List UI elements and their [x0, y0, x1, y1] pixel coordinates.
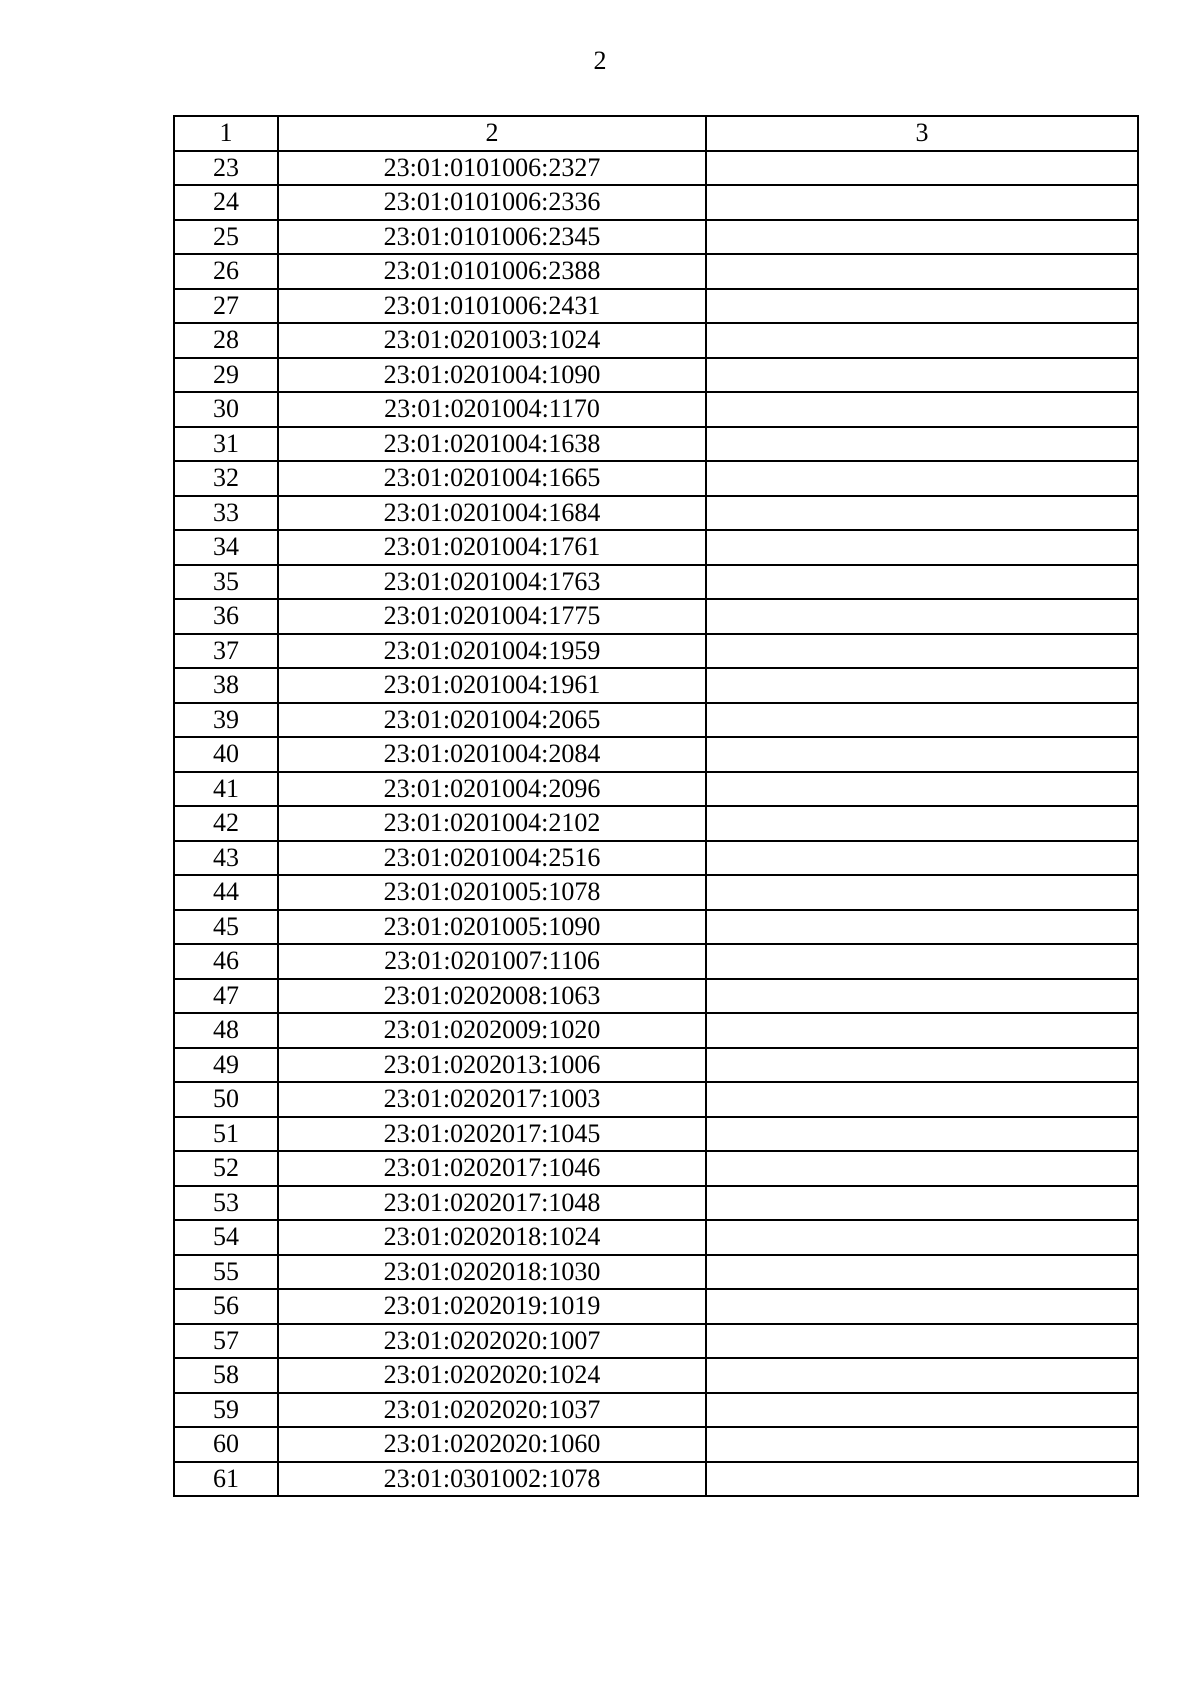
- row-number-cell: 41: [174, 772, 278, 807]
- note-cell: [706, 1082, 1138, 1117]
- cadastral-number-cell: 23:01:0202008:1063: [278, 979, 706, 1014]
- cadastral-number-cell: 23:01:0202017:1045: [278, 1117, 706, 1152]
- table-row: [174, 1117, 1138, 1152]
- table-row: [174, 1255, 1138, 1290]
- note-cell: [706, 634, 1138, 669]
- cadastral-number-cell: 23:01:0101006:2388: [278, 254, 706, 289]
- table-row: [174, 1393, 1138, 1428]
- note-cell: [706, 254, 1138, 289]
- column-header-cadastral: 2: [278, 116, 706, 151]
- table-row: [174, 979, 1138, 1014]
- note-cell: [706, 737, 1138, 772]
- table-row: [174, 1462, 1138, 1497]
- row-number-cell: 24: [174, 185, 278, 220]
- row-number-cell: 57: [174, 1324, 278, 1359]
- cadastral-number-cell: 23:01:0201003:1024: [278, 323, 706, 358]
- row-number-cell: 27: [174, 289, 278, 324]
- table-row: [174, 1151, 1138, 1186]
- row-number-cell: 55: [174, 1255, 278, 1290]
- note-cell: [706, 1117, 1138, 1152]
- row-number-cell: 29: [174, 358, 278, 393]
- cadastral-number-cell: 23:01:0301002:1078: [278, 1462, 706, 1497]
- note-cell: [706, 461, 1138, 496]
- row-number-cell: 46: [174, 944, 278, 979]
- row-number-cell: 40: [174, 737, 278, 772]
- row-number-cell: 48: [174, 1013, 278, 1048]
- row-number-cell: 58: [174, 1358, 278, 1393]
- row-number-cell: 47: [174, 979, 278, 1014]
- table-row: [174, 1289, 1138, 1324]
- row-number-cell: 34: [174, 530, 278, 565]
- table-row: [174, 944, 1138, 979]
- note-cell: [706, 772, 1138, 807]
- cadastral-number-cell: 23:01:0202017:1048: [278, 1186, 706, 1221]
- table-row: [174, 806, 1138, 841]
- cadastral-number-cell: 23:01:0201005:1078: [278, 875, 706, 910]
- note-cell: [706, 565, 1138, 600]
- note-cell: [706, 806, 1138, 841]
- row-number-cell: 28: [174, 323, 278, 358]
- row-number-cell: 31: [174, 427, 278, 462]
- cadastral-number-cell: 23:01:0201004:1961: [278, 668, 706, 703]
- table-row: [174, 565, 1138, 600]
- row-number-cell: 53: [174, 1186, 278, 1221]
- note-cell: [706, 1013, 1138, 1048]
- cadastral-number-cell: 23:01:0202020:1024: [278, 1358, 706, 1393]
- row-number-cell: 25: [174, 220, 278, 255]
- table-row: [174, 1220, 1138, 1255]
- note-cell: [706, 668, 1138, 703]
- table-row: [174, 668, 1138, 703]
- cadastral-number-cell: 23:01:0201004:1638: [278, 427, 706, 462]
- cadastral-number-cell: 23:01:0202017:1046: [278, 1151, 706, 1186]
- row-number-cell: 49: [174, 1048, 278, 1083]
- cadastral-number-cell: 23:01:0201004:1775: [278, 599, 706, 634]
- column-header-note: 3: [706, 116, 1138, 151]
- cadastral-number-cell: 23:01:0101006:2431: [278, 289, 706, 324]
- note-cell: [706, 979, 1138, 1014]
- note-cell: [706, 1289, 1138, 1324]
- row-number-cell: 56: [174, 1289, 278, 1324]
- table-row: [174, 151, 1138, 186]
- note-cell: [706, 841, 1138, 876]
- table-row: [174, 254, 1138, 289]
- row-number-cell: 30: [174, 392, 278, 427]
- note-cell: [706, 392, 1138, 427]
- cadastral-number-cell: 23:01:0201004:1090: [278, 358, 706, 393]
- table-row: [174, 1186, 1138, 1221]
- note-cell: [706, 1151, 1138, 1186]
- table-row: [174, 703, 1138, 738]
- row-number-cell: 36: [174, 599, 278, 634]
- cadastral-number-cell: 23:01:0201004:2516: [278, 841, 706, 876]
- cadastral-number-cell: 23:01:0202020:1007: [278, 1324, 706, 1359]
- row-number-cell: 61: [174, 1462, 278, 1497]
- table-row: [174, 220, 1138, 255]
- note-cell: [706, 185, 1138, 220]
- note-cell: [706, 1427, 1138, 1462]
- note-cell: [706, 599, 1138, 634]
- table-row: [174, 427, 1138, 462]
- table-row: [174, 1013, 1138, 1048]
- cadastral-number-cell: 23:01:0202009:1020: [278, 1013, 706, 1048]
- cadastral-number-cell: 23:01:0202018:1024: [278, 1220, 706, 1255]
- note-cell: [706, 1186, 1138, 1221]
- cadastral-number-cell: 23:01:0201004:1763: [278, 565, 706, 600]
- cadastral-number-cell: 23:01:0201004:1959: [278, 634, 706, 669]
- note-cell: [706, 910, 1138, 945]
- cadastral-number-cell: 23:01:0101006:2336: [278, 185, 706, 220]
- table-row: [174, 634, 1138, 669]
- page-number: 2: [593, 46, 607, 75]
- row-number-cell: 23: [174, 151, 278, 186]
- table-row: [174, 875, 1138, 910]
- cadastral-number-cell: 23:01:0201004:2102: [278, 806, 706, 841]
- table-row: [174, 461, 1138, 496]
- note-cell: [706, 875, 1138, 910]
- table-row: [174, 737, 1138, 772]
- table-row: [174, 323, 1138, 358]
- cadastral-number-cell: 23:01:0201004:1684: [278, 496, 706, 531]
- cadastral-number-cell: 23:01:0202013:1006: [278, 1048, 706, 1083]
- note-cell: [706, 1462, 1138, 1497]
- table-row: [174, 1082, 1138, 1117]
- row-number-cell: 33: [174, 496, 278, 531]
- cadastral-number-cell: 23:01:0101006:2327: [278, 151, 706, 186]
- note-cell: [706, 1358, 1138, 1393]
- cadastral-number-cell: 23:01:0201004:1665: [278, 461, 706, 496]
- note-cell: [706, 358, 1138, 393]
- table-row: [174, 910, 1138, 945]
- note-cell: [706, 427, 1138, 462]
- cadastral-number-cell: 23:01:0202018:1030: [278, 1255, 706, 1290]
- row-number-cell: 60: [174, 1427, 278, 1462]
- row-number-cell: 50: [174, 1082, 278, 1117]
- cadastral-number-cell: 23:01:0201004:2084: [278, 737, 706, 772]
- row-number-cell: 54: [174, 1220, 278, 1255]
- note-cell: [706, 496, 1138, 531]
- table-row: [174, 1048, 1138, 1083]
- note-cell: [706, 1324, 1138, 1359]
- note-cell: [706, 220, 1138, 255]
- note-cell: [706, 1220, 1138, 1255]
- cadastral-number-cell: 23:01:0201004:1170: [278, 392, 706, 427]
- row-number-cell: 26: [174, 254, 278, 289]
- note-cell: [706, 1255, 1138, 1290]
- note-cell: [706, 530, 1138, 565]
- cadastral-number-cell: 23:01:0201005:1090: [278, 910, 706, 945]
- table-row: [174, 289, 1138, 324]
- table-row: [174, 841, 1138, 876]
- cadastral-number-cell: 23:01:0101006:2345: [278, 220, 706, 255]
- row-number-cell: 44: [174, 875, 278, 910]
- cadastral-number-cell: 23:01:0201004:2065: [278, 703, 706, 738]
- note-cell: [706, 944, 1138, 979]
- table-header-row: [174, 116, 1138, 151]
- table-row: [174, 496, 1138, 531]
- cadastral-number-cell: 23:01:0202020:1060: [278, 1427, 706, 1462]
- table-row: [174, 599, 1138, 634]
- row-number-cell: 59: [174, 1393, 278, 1428]
- row-number-cell: 35: [174, 565, 278, 600]
- table-row: [174, 1324, 1138, 1359]
- cadastral-table: [173, 115, 1139, 1497]
- note-cell: [706, 1048, 1138, 1083]
- cadastral-number-cell: 23:01:0202019:1019: [278, 1289, 706, 1324]
- cadastral-number-cell: 23:01:0201004:1761: [278, 530, 706, 565]
- row-number-cell: 51: [174, 1117, 278, 1152]
- table-row: [174, 1427, 1138, 1462]
- cadastral-number-cell: 23:01:0201004:2096: [278, 772, 706, 807]
- row-number-cell: 39: [174, 703, 278, 738]
- table-row: [174, 358, 1138, 393]
- row-number-cell: 52: [174, 1151, 278, 1186]
- table-body: [174, 151, 1138, 1497]
- cadastral-number-cell: 23:01:0201007:1106: [278, 944, 706, 979]
- row-number-cell: 37: [174, 634, 278, 669]
- table-row: [174, 185, 1138, 220]
- table-row: [174, 530, 1138, 565]
- column-header-number: 1: [174, 116, 278, 151]
- cadastral-number-cell: 23:01:0202020:1037: [278, 1393, 706, 1428]
- row-number-cell: 45: [174, 910, 278, 945]
- row-number-cell: 42: [174, 806, 278, 841]
- note-cell: [706, 703, 1138, 738]
- row-number-cell: 43: [174, 841, 278, 876]
- table-row: [174, 392, 1138, 427]
- table-row: [174, 1358, 1138, 1393]
- row-number-cell: 32: [174, 461, 278, 496]
- note-cell: [706, 1393, 1138, 1428]
- note-cell: [706, 323, 1138, 358]
- note-cell: [706, 151, 1138, 186]
- note-cell: [706, 289, 1138, 324]
- row-number-cell: 38: [174, 668, 278, 703]
- cadastral-number-cell: 23:01:0202017:1003: [278, 1082, 706, 1117]
- table-row: [174, 772, 1138, 807]
